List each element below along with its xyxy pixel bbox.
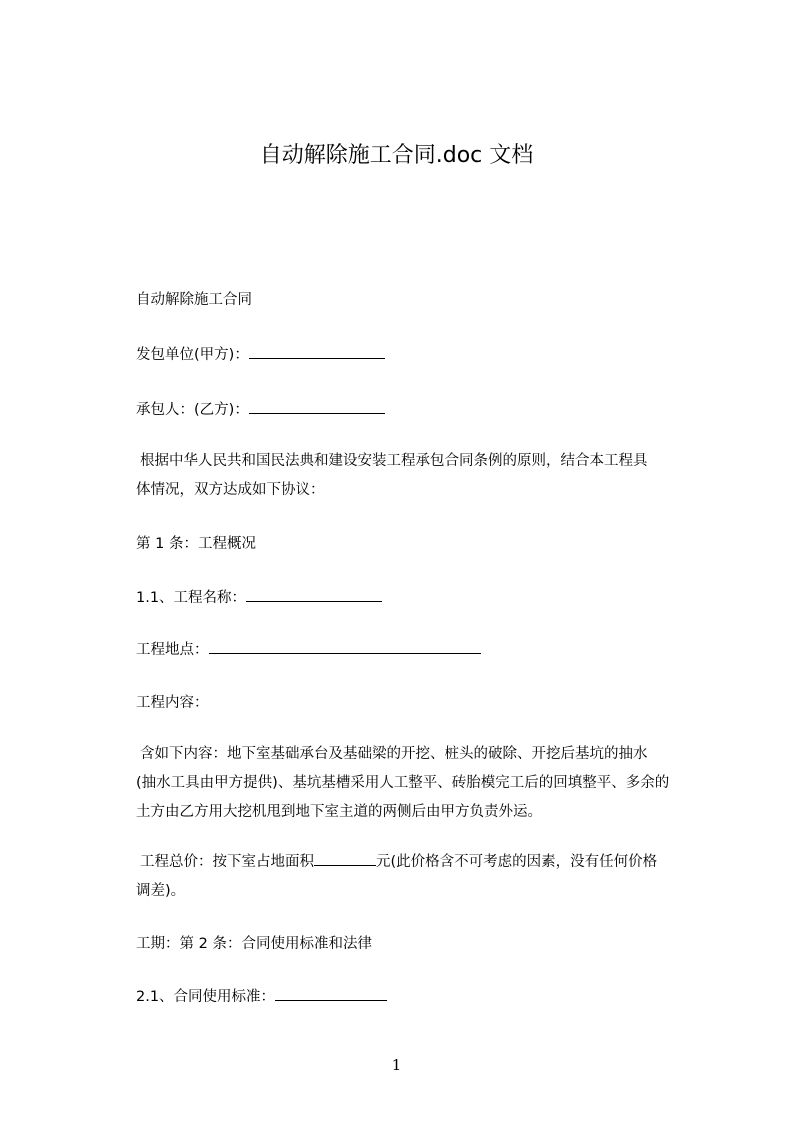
party-b-blank bbox=[249, 399, 385, 414]
article-1-heading: 第 1 条：工程概况 bbox=[136, 536, 256, 552]
project-name-blank bbox=[246, 587, 382, 602]
content-line-1: 含如下内容：地下室基础承台及基础梁的开挖、桩头的破除、开挖后基坑的抽水 bbox=[140, 746, 648, 762]
preamble-line-1: 根据中华人民共和国民法典和建设安装工程承包合同条例的原则，结合本工程具 bbox=[140, 453, 648, 469]
document-title: 自动解除施工合同.doc 文档 bbox=[259, 143, 534, 168]
article-2-heading: 工期：第 2 条：合同使用标准和法律 bbox=[136, 936, 372, 952]
project-location-label: 工程地点： bbox=[136, 642, 209, 658]
content-line-2: (抽水工具由甲方提供)、基坑基槽采用人工整平、砖胎模完工后的回填整平、多余的 bbox=[136, 775, 670, 791]
contract-standard-label: 2.1、合同使用标准： bbox=[136, 989, 276, 1005]
project-location-blank bbox=[209, 639, 481, 654]
preamble-line-2: 体情况，双方达成如下协议： bbox=[136, 482, 325, 498]
project-name-label: 1.1、工程名称： bbox=[136, 590, 247, 606]
content-line-3: 土方由乙方用大挖机甩到地下室主道的两侧后由甲方负责外运。 bbox=[136, 804, 542, 820]
party-a-label: 发包单位(甲方)： bbox=[136, 347, 249, 363]
party-a-line bbox=[136, 341, 706, 370]
preamble-paragraph bbox=[136, 447, 706, 505]
total-price-note: 元(此价格含不可考虑的因素，没有任何价格 bbox=[376, 854, 658, 870]
total-price-line-1 bbox=[136, 848, 706, 877]
contract-standard-line bbox=[136, 983, 706, 1012]
contract-standard-blank bbox=[275, 986, 387, 1001]
total-price-blank bbox=[314, 851, 376, 866]
party-b-line bbox=[136, 396, 706, 425]
project-name-line bbox=[136, 584, 706, 613]
contract-name: 自动解除施工合同 bbox=[136, 292, 252, 308]
project-location-line bbox=[136, 636, 706, 665]
total-price-label: 工程总价：按下室占地面积 bbox=[140, 854, 314, 870]
party-a-blank bbox=[249, 344, 385, 359]
project-content-paragraph bbox=[136, 740, 706, 827]
total-price-paragraph bbox=[136, 848, 706, 906]
party-b-label: 承包人：(乙方)： bbox=[136, 402, 249, 418]
total-price-line-2: 调差)。 bbox=[136, 883, 186, 899]
project-content-label: 工程内容： bbox=[136, 695, 209, 711]
page-number: 1 bbox=[391, 1056, 402, 1074]
